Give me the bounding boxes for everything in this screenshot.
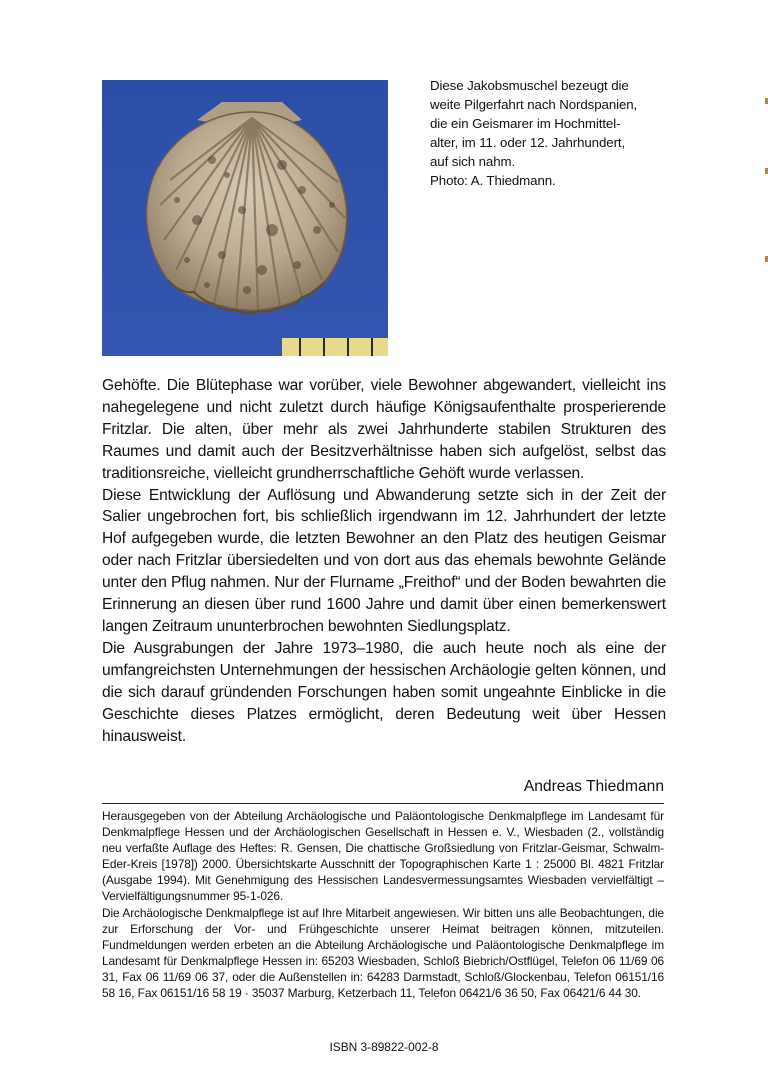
caption-line: alter, im 11. oder 12. Jahrhundert, [430,135,626,150]
body-paragraph: Die Ausgrabungen der Jahre 1973–1980, die auch heute noch als eine der umfangreichsten Unternehmungen der hessischen Archäologie gelten können, und die sich darauf gründenden Forschungen haben somit ungeahnte Einblicke in die Geschichte dieses Platzes ermöglicht, deren Bedeutung weit über Hessen hinausweist. [102,639,666,745]
photo-caption [430,76,730,190]
imprint-paragraph: Herausgegeben von der Abteilung Archäologische und Paläontologische Denkmalpflege im Landesamt für Denkmalpflege Hessen und der Archäologischen Gesellschaft in Hessen e. V., Wiesbaden (2., vollständig neu verfaßte Auflage des Heftes: R. Gensen, Die chattische Großsiedlung von Fritzlar-Geismar, Schwalm-Eder-Kreis [1978]) 2000. Übersichtskarte Ausschnitt der Topographischen Karte 1 : 25000 Bl. 4821 Fritzlar (Ausgabe 1994). Mit Genehmigung des Hessischen Landesvermessungsamtes Wiesbaden vervielfältigt – Vervielfältigungsnummer 95-1-026. [102,809,664,904]
photo-credit: Photo: A. Thiedmann. [430,173,556,188]
body-paragraph: Diese Entwicklung der Auflösung und Abwanderung setzte sich in der Zeit der Salier ungebrochen fort, bis schließlich irgendwann im 12. Jahrhundert der letzte Hof aufgegeben wurde, die letzten Bewohner an den Platz des heutigen Geismar oder nach Fritzlar übersiedelten und von dort aus das ehemals bewohnte Gelände unter den Pflug nahmen. Nur der Flurname „Freithof“ und der Boden bewahrten die Erinnerung an diesen über rund 1600 Jahre und damit über einen bemerkenswert langen Zeitraum ununterbrochen bewohnten Siedlungsplatz. [102,486,666,635]
divider [102,803,664,804]
caption-line: weite Pilgerfahrt nach Nordspanien, [430,97,638,112]
imprint-paragraph: Die Archäologische Denkmalpflege ist auf Ihre Mitarbeit angewiesen. Wir bitten uns alle Beobachtungen, die zur Erforschung der Vor- und Frühgeschichte unserer Heimat beitragen können, mitzuteilen. Fundmeldungen werden erbeten an die Abteilung Archäologische und Paläontologische Denkmalpflege im Landesamt für Denkmalpflege Hessen in: 65203 Wiesbaden, Schloß Biebrich/Ostflügel, Telefon 06 11/69 06 31, Fax 06 11/69 06 37, oder die Außenstellen in: 64283 Darmstadt, Schloß/Glockenbau, Telefon 06151/16 58 16, Fax 06151/16 58 19 · 35037 Marburg, Ketzerbach 11, Telefon 06421/6 36 50, Fax 06421/6 44 30. [102,905,664,1001]
scallop-shell-image [102,80,388,356]
caption-line: auf sich nahm. [430,154,516,169]
isbn: ISBN 3-89822-002-8 [329,1040,439,1054]
author-signature: Andreas Thiedmann [523,778,664,795]
body-paragraph: Gehöfte. Die Blütephase war vorüber, viele Bewohner abgewandert, vielleicht ins nahegelegene und nicht zuletzt durch häufige Königsaufenthalte prosperierende Fritzlar. Die alten, über mehr als zwei Jahrhunderte stabilen Strukturen des Raumes und damit auch der Besitzverhältnisse haben sich aufgelöst, selbst das traditionsreiche, vielleicht grundherrschaftliche Gehöft wurde verlassen. [102,377,666,482]
main-text [102,375,666,747]
imprint [102,808,664,1001]
caption-line: die ein Geismarer im Hochmittel- [430,116,621,131]
caption-line: Diese Jakobsmuschel bezeugt die [430,78,629,93]
scallop-shell-photo [102,80,388,356]
